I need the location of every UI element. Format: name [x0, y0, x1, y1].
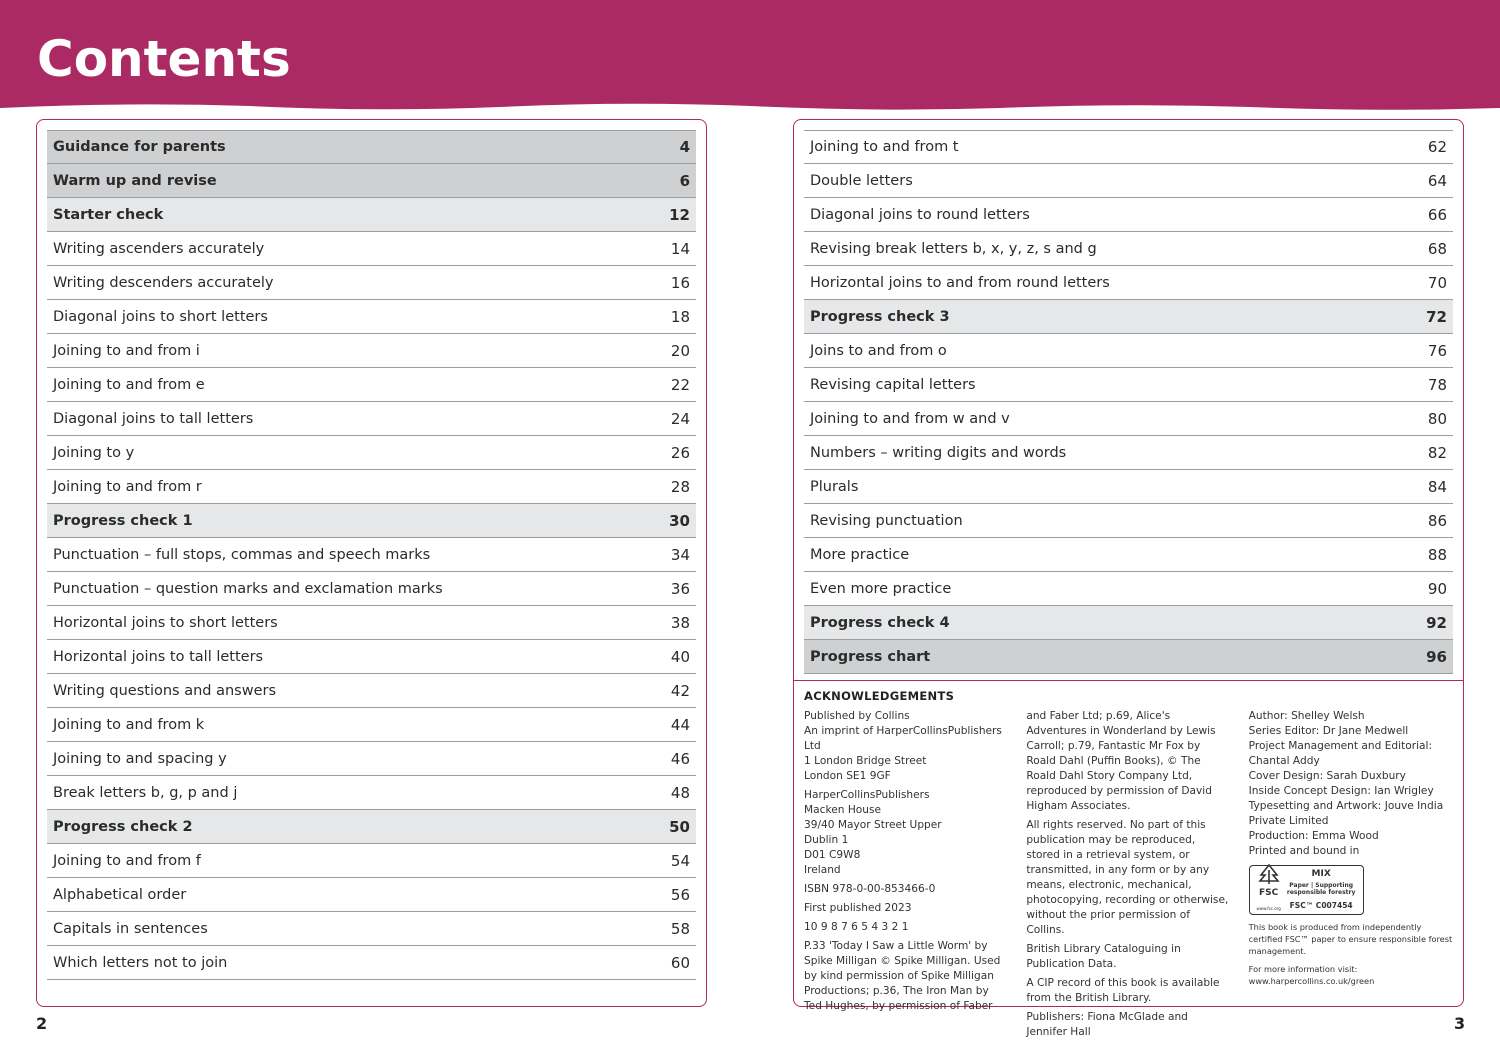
ack-paragraph: and Faber Ltd; p.69, Alice's Adventures in Wonderland by Lewis Carroll; p.79, Fantastic Mr Fox by Roald Dahl (Puffin Books), © The Roald Dahl Story Company Ltd, reproduced by permission of David Higham Associates. — [1026, 710, 1216, 812]
toc-entry-label: Which letters not to join — [53, 954, 228, 971]
toc-entry-label: Progress chart — [810, 648, 931, 665]
fsc-code: FSC™ C007454 — [1289, 901, 1353, 910]
toc-entry-label: Horizontal joins to and from round letters — [810, 274, 1110, 291]
fsc-note: This book is produced from independently certified FSC™ paper to ensure responsible forest management. — [1248, 922, 1453, 956]
toc-entry-label: Diagonal joins to round letters — [810, 206, 1030, 223]
toc-entry — [804, 470, 1453, 504]
toc-entry-label: Diagonal joins to tall letters — [53, 410, 254, 427]
toc-list-right — [804, 130, 1453, 674]
toc-entry-page: 96 — [1426, 647, 1447, 666]
toc-entry-page: 84 — [1427, 477, 1447, 496]
toc-entry-label: Diagonal joins to short letters — [53, 308, 268, 325]
toc-entry-label: Joining to and from f — [53, 852, 201, 869]
toc-entry — [47, 742, 696, 776]
toc-entry — [804, 266, 1453, 300]
toc-entry — [47, 912, 696, 946]
toc-entry-label: More practice — [810, 546, 910, 563]
toc-entry-page: 16 — [670, 273, 690, 292]
toc-entry-page: 24 — [670, 409, 690, 428]
ack-column-1 — [804, 709, 1008, 1044]
ack-paragraph: All rights reserved. No part of this publication may be reproduced, stored in a retrieval system, or transmitted, in any form or by any means, electronic, mechanical, photocopying, recording or otherwise, without the prior permission of Collins. — [1026, 819, 1229, 936]
ack-paragraph: Author: Shelley Welsh Series Editor: Dr Jane Medwell Project Management and Editorial: Chantal Addy Cover Design: Sarah Duxbury Inside Concept Design: Ian Wrigley Typesetting and Artwork: Jouve India Private Limited Production: Emma Wood Printed and bound in — [1248, 710, 1444, 857]
toc-entry-label: Break letters b, g, p and j — [53, 784, 238, 801]
toc-entry-label: Joining to and spacing y — [53, 750, 227, 767]
toc-entry — [804, 368, 1453, 402]
toc-entry-page: 20 — [670, 341, 690, 360]
page-number-left: 2 — [36, 1014, 48, 1033]
toc-entry-page: 64 — [1427, 171, 1447, 190]
toc-entry-page: 18 — [670, 307, 690, 326]
toc-entry — [47, 844, 696, 878]
toc-entry — [47, 130, 696, 164]
ack-paragraph: First published 2023 — [804, 902, 912, 914]
ack-paragraph: Publishers: Fiona McGlade and Jennifer Hall — [1026, 1011, 1188, 1038]
toc-entry — [47, 878, 696, 912]
toc-entry — [47, 674, 696, 708]
toc-entry-label: Joining to and from w and v — [810, 410, 1010, 427]
toc-entry — [804, 334, 1453, 368]
fsc-mix-label: MIX — [1311, 869, 1331, 879]
page-number-right: 3 — [1454, 1014, 1466, 1033]
toc-entry — [804, 130, 1453, 164]
toc-entry — [804, 606, 1453, 640]
more-info: For more information visit: www.harpercollins.co.uk/green — [1248, 964, 1375, 986]
toc-entry-page: 72 — [1426, 307, 1447, 326]
toc-list-left — [47, 130, 696, 980]
toc-entry — [804, 402, 1453, 436]
toc-entry-label: Horizontal joins to short letters — [53, 614, 278, 631]
toc-entry-page: 12 — [669, 205, 690, 224]
toc-entry-page: 48 — [670, 783, 690, 802]
toc-entry — [804, 504, 1453, 538]
toc-entry — [47, 810, 696, 844]
toc-entry-page: 70 — [1427, 273, 1447, 292]
toc-entry-page: 56 — [670, 885, 690, 904]
ack-paragraph: A CIP record of this book is available from the British Library. — [1026, 977, 1220, 1004]
toc-entry-page: 34 — [670, 545, 690, 564]
toc-entry-label: Joining to y — [53, 444, 135, 461]
toc-entry — [47, 436, 696, 470]
toc-entry-label: Guidance for parents — [53, 139, 226, 155]
toc-entry-page: 6 — [679, 171, 690, 190]
toc-entry — [47, 368, 696, 402]
toc-entry-page: 90 — [1427, 579, 1447, 598]
toc-entry-page: 54 — [670, 851, 690, 870]
toc-entry-page: 50 — [669, 817, 690, 836]
toc-entry-label: Joining to and from r — [53, 478, 202, 495]
toc-entry-label: Writing descenders accurately — [53, 274, 274, 291]
ack-paragraph: British Library Cataloguing in Publication Data. — [1026, 943, 1181, 970]
toc-entry-label: Joining to and from e — [53, 376, 205, 393]
toc-entry-label: Alphabetical order — [53, 886, 187, 903]
fsc-tree-icon — [1257, 864, 1281, 886]
toc-entry-page: 62 — [1427, 138, 1447, 156]
toc-entry-page: 26 — [670, 443, 690, 462]
toc-entry-page: 36 — [670, 579, 690, 598]
toc-entry — [804, 300, 1453, 334]
fsc-logo-url: www.fsc.org — [1256, 906, 1281, 911]
toc-entry-label: Double letters — [810, 172, 913, 189]
toc-entry — [47, 300, 696, 334]
toc-entry-page: 60 — [670, 953, 690, 972]
toc-entry — [47, 470, 696, 504]
toc-entry-label: Joining to and from k — [53, 716, 205, 733]
contents-panel-right — [793, 119, 1464, 1038]
toc-entry-page: 68 — [1427, 239, 1447, 258]
toc-entry — [47, 504, 696, 538]
toc-entry-label: Plurals — [810, 478, 859, 495]
ack-paragraph: Published by Collins An imprint of HarperCollinsPublishers Ltd 1 London Bridge Street London SE1 9GF — [804, 710, 1002, 782]
toc-entry-label: Progress check 2 — [53, 818, 193, 835]
toc-entry-label: Punctuation – full stops, commas and speech marks — [53, 546, 431, 563]
toc-entry-label: Starter check — [53, 206, 164, 223]
toc-entry-page: 66 — [1427, 205, 1447, 224]
toc-entry — [804, 538, 1453, 572]
toc-entry-page: 42 — [670, 681, 690, 700]
fsc-logo-text: FSC — [1259, 888, 1279, 898]
toc-entry-page: 44 — [670, 715, 690, 734]
toc-entry-page: 86 — [1427, 511, 1447, 530]
toc-entry — [47, 606, 696, 640]
ack-paragraph: ISBN 978-0-00-853466-0 — [804, 883, 936, 895]
toc-entry-page: 28 — [670, 477, 690, 496]
toc-entry-page: 82 — [1427, 443, 1447, 462]
toc-entry-label: Capitals in sentences — [53, 920, 208, 937]
toc-entry-label: Writing ascenders accurately — [53, 240, 265, 257]
toc-entry-label: Even more practice — [810, 580, 952, 597]
toc-entry-page: 78 — [1427, 375, 1447, 394]
toc-entry — [804, 640, 1453, 674]
toc-entry — [47, 266, 696, 300]
toc-entry-page: 22 — [670, 375, 690, 394]
page-title: Contents — [37, 30, 291, 88]
toc-entry — [804, 164, 1453, 198]
toc-entry — [47, 640, 696, 674]
toc-entry-page: 76 — [1427, 341, 1447, 360]
toc-entry — [804, 232, 1453, 266]
toc-entry-label: Punctuation – question marks and exclamation marks — [53, 580, 443, 597]
toc-entry — [804, 436, 1453, 470]
ack-column-3 — [1249, 709, 1453, 1044]
toc-entry-label: Revising break letters b, x, y, z, s and g — [810, 240, 1097, 257]
acknowledgements-title: ACKNOWLEDGEMENTS — [804, 689, 955, 703]
toc-entry-label: Warm up and revise — [53, 172, 217, 189]
toc-entry — [804, 572, 1453, 606]
toc-entry-label: Revising capital letters — [810, 376, 976, 393]
contents-panel-left — [36, 119, 707, 1007]
toc-entry-label: Joining to and from i — [53, 342, 200, 359]
toc-entry-label: Numbers – writing digits and words — [810, 444, 1067, 461]
toc-entry-label: Writing questions and answers — [53, 682, 277, 699]
toc-entry — [47, 402, 696, 436]
toc-entry — [47, 538, 696, 572]
toc-entry-label: Joins to and from o — [810, 342, 947, 359]
toc-entry-page: 46 — [670, 749, 690, 768]
toc-entry — [47, 572, 696, 606]
toc-entry — [47, 164, 696, 198]
toc-entry-label: Joining to and from t — [810, 139, 959, 155]
toc-entry-page: 40 — [670, 647, 690, 666]
ack-column-2 — [1026, 709, 1230, 1044]
toc-entry — [47, 946, 696, 980]
ack-paragraph: P.33 'Today I Saw a Little Worm' by Spike Milligan © Spike Milligan. Used by kind permission of Spike Milligan Productions; p.36, The Iron Man by Ted Hughes, by permission of Faber — [804, 940, 1001, 1012]
toc-entry-page: 92 — [1426, 613, 1447, 632]
toc-entry-label: Horizontal joins to tall letters — [53, 648, 264, 665]
toc-entry-label: Revising punctuation — [810, 512, 963, 529]
ack-paragraph: 10 9 8 7 6 5 4 3 2 1 — [804, 921, 909, 933]
toc-entry — [804, 198, 1453, 232]
ack-paragraph: HarperCollinsPublishers Macken House 39/40 Mayor Street Upper Dublin 1 D01 C9W8 Ireland — [804, 789, 942, 876]
acknowledgements-section — [794, 680, 1463, 1038]
toc-entry — [47, 776, 696, 810]
toc-entry-page: 38 — [670, 613, 690, 632]
toc-entry-page: 88 — [1427, 545, 1447, 564]
toc-entry — [47, 708, 696, 742]
toc-entry-page: 4 — [679, 138, 690, 156]
toc-entry-page: 14 — [670, 239, 690, 258]
toc-entry-label: Progress check 4 — [810, 614, 950, 631]
toc-entry-label: Progress check 3 — [810, 308, 950, 325]
toc-entry-page: 58 — [670, 919, 690, 938]
toc-entry-page: 30 — [669, 511, 690, 530]
toc-entry — [47, 232, 696, 266]
fsc-badge — [1249, 865, 1364, 915]
fsc-description: Paper | Supporting responsible forestry — [1286, 882, 1356, 896]
toc-entry-label: Progress check 1 — [53, 512, 193, 529]
toc-entry — [47, 198, 696, 232]
toc-entry — [47, 334, 696, 368]
toc-entry-page: 80 — [1427, 409, 1447, 428]
